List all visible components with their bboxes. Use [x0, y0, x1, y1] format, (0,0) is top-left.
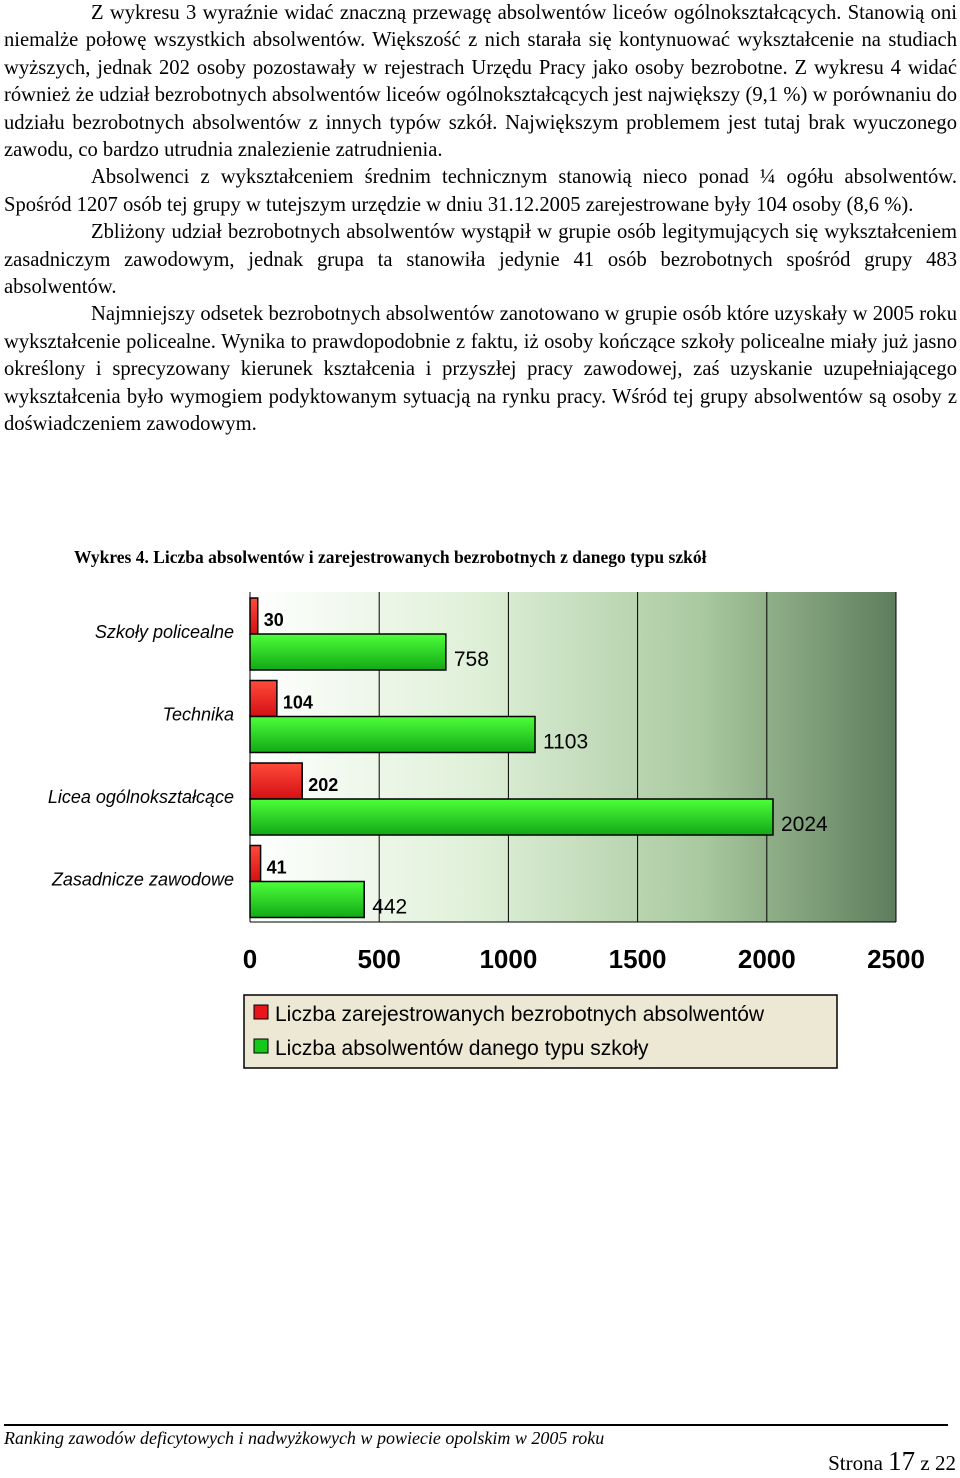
category-label: Licea ogólnokształcące — [47, 787, 234, 807]
data-label-unemployed: 104 — [282, 692, 313, 713]
page-prefix: Strona — [828, 1451, 889, 1475]
bar-unemployed — [250, 598, 258, 634]
bar-unemployed — [250, 763, 302, 799]
legend-swatch — [254, 1039, 268, 1053]
page-number — [828, 1446, 956, 1477]
figure-caption: Wykres 4. Liczba absolwentów i zarejestrowanych bezrobotnych z danego typu szkół — [74, 547, 707, 567]
data-label-graduates: 1103 — [543, 730, 589, 754]
x-tick-label: 500 — [357, 944, 401, 974]
page-current: 17 — [888, 1446, 916, 1476]
x-tick-label: 2000 — [737, 944, 796, 974]
data-label-graduates: 2024 — [781, 813, 828, 836]
body-text — [4, 0, 957, 439]
paragraph: Z wykresu 3 wyraźnie widać znaczną przewagę absolwentów liceów ogólnokształcących. Stanowią oni niemalże połowę wszystkich absolwentów. Większość z nich starała się kontynuować wykształcenie na studiach wyższych, jednak 202 osoby pozostawały w rejestrach Urzędu Pracy jako osoby bezrobotne. Z wykresu 4 widać również że udział bezrobotnych absolwentów liceów ogólnokształcących jest największy (9,1 %) w porównaniu do udziału bezrobotnych absolwentów z innych typów szkół. Największym problemem jest tutaj brak wyuczonego zawodu, co bardzo utrudnia znalezienie zatrudnienia. — [4, 2, 957, 162]
legend-swatch — [254, 1005, 268, 1019]
legend — [244, 995, 837, 1068]
data-label-unemployed: 41 — [266, 857, 287, 878]
category-label: Zasadnicze zawodowe — [51, 869, 234, 890]
bar-graduates — [250, 882, 364, 918]
bar-graduates — [250, 799, 773, 835]
bar-unemployed — [250, 846, 261, 882]
bar-chart — [0, 580, 960, 1080]
paragraph: Najmniejszy odsetek bezrobotnych absolwentów zanotowano w grupie osób które uzyskały w 2005 roku wykształcenie policealne. Wynika to prawdopodobnie z faktu, iż osoby kończące szkoły policealne miały już jasno określony i sprecyzowany kierunek kształcenia i przyszłej pracy zawodowej, zaś uzyskanie uzupełniającego wykształcenia było wymogiem podyktowanym sytuacją na rynku pracy. Wśród tej grupy absolwentów są osoby z doświadczeniem zawodowym. — [4, 303, 957, 436]
category-label: Technika — [162, 704, 234, 725]
legend-label: Liczba absolwentów danego typu szkoły — [275, 1037, 649, 1060]
page-separator: z — [915, 1451, 935, 1475]
x-tick-label: 0 — [242, 944, 258, 974]
bar-graduates — [250, 717, 535, 753]
footer-rule — [4, 1424, 948, 1426]
page-total: 22 — [935, 1451, 956, 1475]
x-tick-label: 2500 — [867, 944, 925, 974]
data-label-unemployed: 202 — [308, 775, 339, 795]
x-tick-label: 1000 — [479, 944, 538, 974]
x-tick-label: 1500 — [608, 944, 667, 974]
category-label: Szkoły policealne — [94, 622, 234, 642]
bar-unemployed — [250, 681, 277, 717]
data-label-graduates: 442 — [372, 895, 408, 919]
paragraph: Zbliżony udział bezrobotnych absolwentów wystąpił w grupie osób legitymujących się wykształceniem zasadniczym zawodowym, jednak grupa ta stanowiła jedynie 41 osób bezrobotnych spośród grupy 483 absolwentów. — [4, 221, 957, 299]
data-label-unemployed: 30 — [263, 610, 284, 630]
legend-label: Liczba zarejestrowanych bezrobotnych absolwentów — [275, 1003, 765, 1026]
footer-document-title: Ranking zawodów deficytowych i nadwyżkowych w powiecie opolskim w 2005 roku — [4, 1428, 605, 1448]
paragraph: Absolwenci z wykształceniem średnim technicznym stanowią nieco ponad ¼ ogółu absolwentów. Spośród 1207 osób tej grupy w tutejszym urzędzie w dniu 31.12.2005 zarejestrowane były 104 osoby (8,6 %). — [4, 166, 957, 216]
bar-graduates — [250, 634, 446, 670]
x-tick-labels — [243, 944, 925, 974]
data-label-graduates: 758 — [453, 648, 489, 671]
